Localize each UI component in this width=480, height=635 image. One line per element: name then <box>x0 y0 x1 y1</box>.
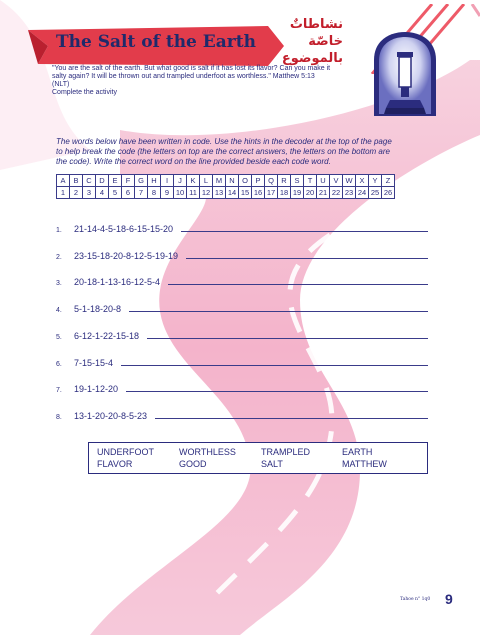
decoder-number: 4 <box>96 187 109 199</box>
answer-line[interactable] <box>147 338 428 339</box>
decoder-number: 10 <box>174 187 187 199</box>
decoder-number: 7 <box>135 187 148 199</box>
word-bank <box>88 442 428 474</box>
code-item <box>56 273 428 287</box>
decoder-letter: D <box>96 175 109 187</box>
decoder-number: 6 <box>122 187 135 199</box>
answer-line[interactable] <box>155 418 428 419</box>
decoder-number: 1 <box>57 187 70 199</box>
decoder-number: 18 <box>278 187 291 199</box>
answer-line[interactable] <box>126 391 428 392</box>
item-code: 5-1-18-20-8 <box>74 304 122 314</box>
decoder-number: 24 <box>356 187 369 199</box>
decoder-letter: H <box>148 175 161 187</box>
decoder-letter: J <box>174 175 187 187</box>
decoder-letter: L <box>200 175 213 187</box>
decoder-number: 5 <box>109 187 122 199</box>
decoder-number: 20 <box>304 187 317 199</box>
decoder-letter: R <box>278 175 291 187</box>
verse-line: "You are the salt of the earth. But what good is salt if it has lost its flavor? Can you make it <box>52 65 331 72</box>
word-bank-word: SALT <box>261 459 283 469</box>
word-bank-word: WORTHLESS <box>179 447 236 457</box>
page-title: The Salt of the Earth <box>56 32 256 52</box>
arabic-line-1: نشاطاتٌ خاصّة <box>289 17 343 49</box>
decoder-number: 19 <box>291 187 304 199</box>
code-item <box>56 327 428 341</box>
decoder-letter: U <box>317 175 330 187</box>
decoder-letter: Z <box>382 175 395 187</box>
item-code: 20-18-1-13-16-12-5-4 <box>74 277 161 287</box>
item-number: 6. <box>56 361 62 368</box>
decoder-table <box>56 174 395 199</box>
decoder-letter: E <box>109 175 122 187</box>
decoder-number: 23 <box>343 187 356 199</box>
answer-line[interactable] <box>168 284 428 285</box>
word-bank-word: MATTHEW <box>342 459 387 469</box>
arabic-heading <box>253 16 343 67</box>
decoder-letter: O <box>239 175 252 187</box>
decoder-number: 25 <box>369 187 382 199</box>
word-bank-word: FLAVOR <box>97 459 133 469</box>
item-number: 1. <box>56 227 62 234</box>
decoder-letter: S <box>291 175 304 187</box>
item-number: 8. <box>56 414 62 421</box>
code-item <box>56 220 428 234</box>
code-item <box>56 247 428 261</box>
decoder-letter: Y <box>369 175 382 187</box>
decoder-number: 21 <box>317 187 330 199</box>
decoder-number: 8 <box>148 187 161 199</box>
code-item <box>56 380 428 394</box>
decoder-numbers-row <box>57 187 395 199</box>
item-code: 6-12-1-22-15-18 <box>74 331 140 341</box>
decoder-number: 3 <box>83 187 96 199</box>
decoder-number: 9 <box>161 187 174 199</box>
verse-reference: (NLT) <box>52 81 70 88</box>
decoder-number: 12 <box>200 187 213 199</box>
publication-name: Tahoe n° 1q0 <box>400 597 431 602</box>
decoder-number: 17 <box>265 187 278 199</box>
decoder-letter: P <box>252 175 265 187</box>
verse-block <box>52 65 364 97</box>
decoder-number: 13 <box>213 187 226 199</box>
decoder-letter: W <box>343 175 356 187</box>
item-code: 23-15-18-20-8-12-5-19-19 <box>74 251 179 261</box>
decoder-letter: A <box>57 175 70 187</box>
decoder-letter: I <box>161 175 174 187</box>
decoder-letter: V <box>330 175 343 187</box>
page-number: 9 <box>445 591 453 607</box>
decoder-letter: N <box>226 175 239 187</box>
item-code: 19-1-12-20 <box>74 384 119 394</box>
item-number: 4. <box>56 307 62 314</box>
decoder-letter: C <box>83 175 96 187</box>
decoder-letter: G <box>135 175 148 187</box>
item-number: 3. <box>56 280 62 287</box>
decoder-letters-row <box>57 175 395 187</box>
item-code: 13-1-20-20-8-5-23 <box>74 411 148 421</box>
decoder-letter: M <box>213 175 226 187</box>
word-bank-word: TRAMPLED <box>261 447 311 457</box>
decoder-number: 15 <box>239 187 252 199</box>
decoder-number: 16 <box>252 187 265 199</box>
instructions: The words below have been written in code. Use the hints in the decoder at the top of the page to help break the code (the letters on top are the correct answers, the letters on the bottom are the code). Write the correct word on the line provided beside each code word. <box>56 137 392 166</box>
decoder-number: 2 <box>70 187 83 199</box>
decoder-letter: T <box>304 175 317 187</box>
arabic-line-2: بالموضوع <box>281 51 343 66</box>
activity-prompt: Complete the activity <box>52 89 117 96</box>
word-bank-word: UNDERFOOT <box>97 447 154 457</box>
answer-line[interactable] <box>129 311 428 312</box>
decoder-number: 26 <box>382 187 395 199</box>
word-bank-word: GOOD <box>179 459 207 469</box>
decoder-letter: K <box>187 175 200 187</box>
decoder-letter: X <box>356 175 369 187</box>
code-item <box>56 300 428 314</box>
decoder-letter: F <box>122 175 135 187</box>
decoder-number: 14 <box>226 187 239 199</box>
word-bank-word: EARTH <box>342 447 373 457</box>
answer-line[interactable] <box>186 258 428 259</box>
code-item <box>56 354 428 368</box>
decoder-number: 11 <box>187 187 200 199</box>
decoder-letter: B <box>70 175 83 187</box>
verse-line: salty again? It will be thrown out and trampled underfoot as worthless." Matthew 5:13 <box>52 73 315 80</box>
lighthouse-logo-icon <box>370 30 440 120</box>
item-number: 5. <box>56 334 62 341</box>
answer-line[interactable] <box>181 231 428 232</box>
item-code: 7-15-15-4 <box>74 358 114 368</box>
item-code: 21-14-4-5-18-6-15-15-20 <box>74 224 174 234</box>
decoder-letter: Q <box>265 175 278 187</box>
item-number: 2. <box>56 254 62 261</box>
item-number: 7. <box>56 387 62 394</box>
code-item <box>56 407 428 421</box>
decoder-number: 22 <box>330 187 343 199</box>
answer-line[interactable] <box>121 365 428 366</box>
